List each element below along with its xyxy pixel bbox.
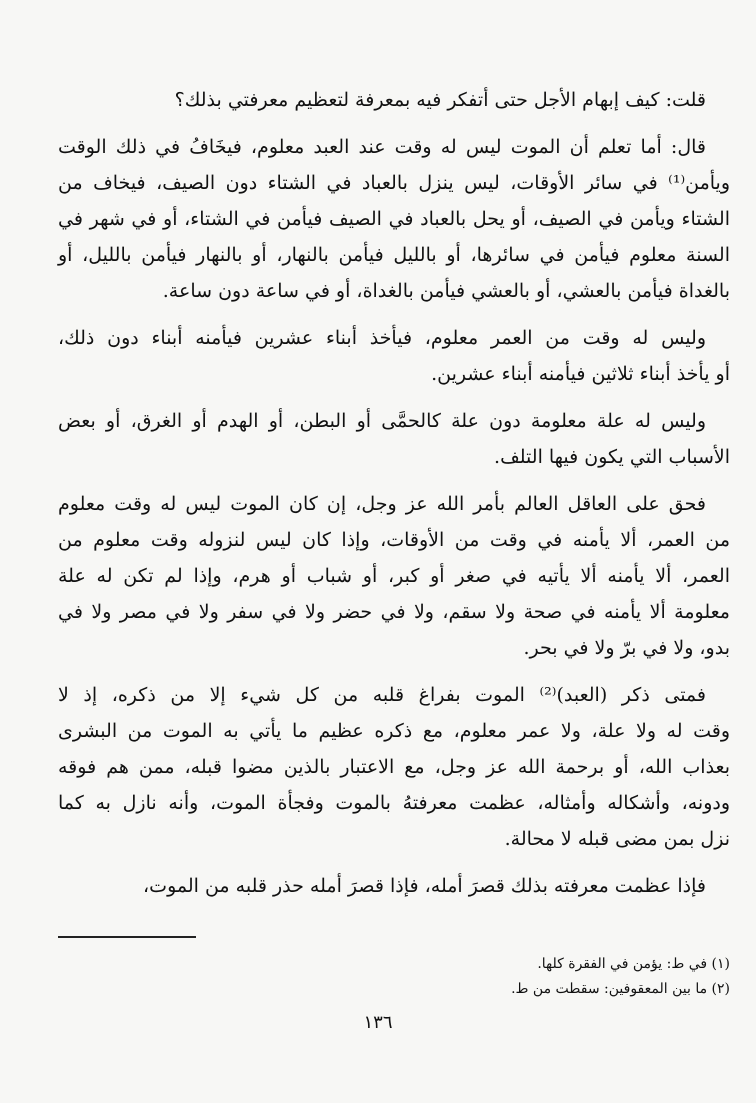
text-line: قلت: كيف إبهام الأجل حتى أتفكر فيه بمعرفة لتعظيم معرفتي بذلك؟ bbox=[174, 89, 706, 111]
footnote-separator bbox=[58, 936, 196, 938]
paragraph-question bbox=[58, 82, 730, 118]
text-line: فمتى ذكر (العبد)⁽²⁾ الموت بفراغ قلبه من كل شيء إلا من ذكره، إذ لا bbox=[58, 684, 706, 706]
text-line: ودونه، وأشكاله وأمثاله، عظمت معرفتهُ بالموت وفجأة الموت، وأنه نازل به كما bbox=[58, 792, 730, 814]
text-line: وليس له علة معلومة دون علة كالحمَّى أو البطن، أو الهدم أو الغرق، أو بعض bbox=[58, 410, 706, 432]
text-line: معلومة ألا يأمنه في صحة ولا سقم، ولا في حضر ولا في سفر ولا في مصر ولا في bbox=[58, 601, 730, 623]
text-line: قال: أما تعلم أن الموت ليس له وقت عند العبد معلوم، فيخَافُ في ذلك الوقت bbox=[58, 136, 706, 158]
paragraph-conclusion bbox=[58, 868, 730, 904]
text-line: فإذا عظمت معرفته بذلك قصرَ أمله، فإذا قصرَ أمله حذر قلبه من الموت، bbox=[143, 875, 706, 897]
text-line: السنة معلوم فيأمن في سائرها، أو بالليل فيأمن بالنهار، أو بالنهار فيأمن بالليل، أو bbox=[58, 244, 730, 266]
paragraph-illness bbox=[58, 403, 730, 475]
footnotes bbox=[58, 952, 730, 1002]
paragraph-age bbox=[58, 320, 730, 392]
text-line: العمر، ألا يأمنه ألا يأتيه في صغر أو كبر، أو شباب أو هرم، وإذا لم تكن له علة bbox=[58, 565, 730, 587]
text-line: من العمر، ألا يأمنه في وقت من الأوقات، وإذا كان ليس لنزوله وقت معلوم من bbox=[58, 529, 730, 551]
text-line: بعذاب الله، أو برحمة الله عز وجل، مع الاعتبار بالذين مضوا قبله، ممن هم فوقه bbox=[58, 756, 730, 778]
footnote-1: (١) في ط: يؤمن في الفقرة كلها. bbox=[537, 956, 730, 972]
paragraph-duty bbox=[58, 486, 730, 666]
text-line: بالغداة فيأمن بالعشي، أو بالعشي فيأمن بالغداة، أو في ساعة دون ساعة. bbox=[162, 280, 730, 302]
text-line: الشتاء ويأمن في الصيف، أو يحل بالعباد في الصيف فيأمن في الشتاء، أو في شهر في bbox=[58, 208, 730, 230]
footnote-2: (٢) ما بين المعقوفين: سقطت من ط. bbox=[511, 981, 730, 997]
text-line: أو يأخذ أبناء ثلاثين فيأمنه أبناء عشرين. bbox=[431, 363, 730, 385]
text-line: نزل بمن مضى قبله لا محالة. bbox=[504, 828, 730, 850]
paragraph-remembrance bbox=[58, 677, 730, 857]
text-line: فحق على العاقل العالم بأمر الله عز وجل، إن كان الموت ليس له وقت معلوم bbox=[58, 493, 706, 515]
paragraph-answer bbox=[58, 129, 730, 309]
text-line: ويأمن⁽¹⁾ في سائر الأوقات، ليس ينزل بالعباد في الشتاء دون الصيف، فيخاف من bbox=[58, 172, 730, 194]
text-line: وليس له وقت من العمر معلوم، فيأخذ أبناء عشرين فيأمنه أبناء دون ذلك، bbox=[58, 327, 706, 349]
page-number: ١٣٦ bbox=[363, 1012, 393, 1033]
body-text bbox=[58, 82, 730, 915]
text-line: بدو، ولا في برّ ولا في بحر. bbox=[523, 637, 730, 659]
text-line: وقت له ولا علة، ولا عمر معلوم، مع ذكره عظيم ما يأتي به الموت من البشرى bbox=[58, 720, 730, 742]
text-line: الأسباب التي يكون فيها التلف. bbox=[494, 446, 730, 468]
